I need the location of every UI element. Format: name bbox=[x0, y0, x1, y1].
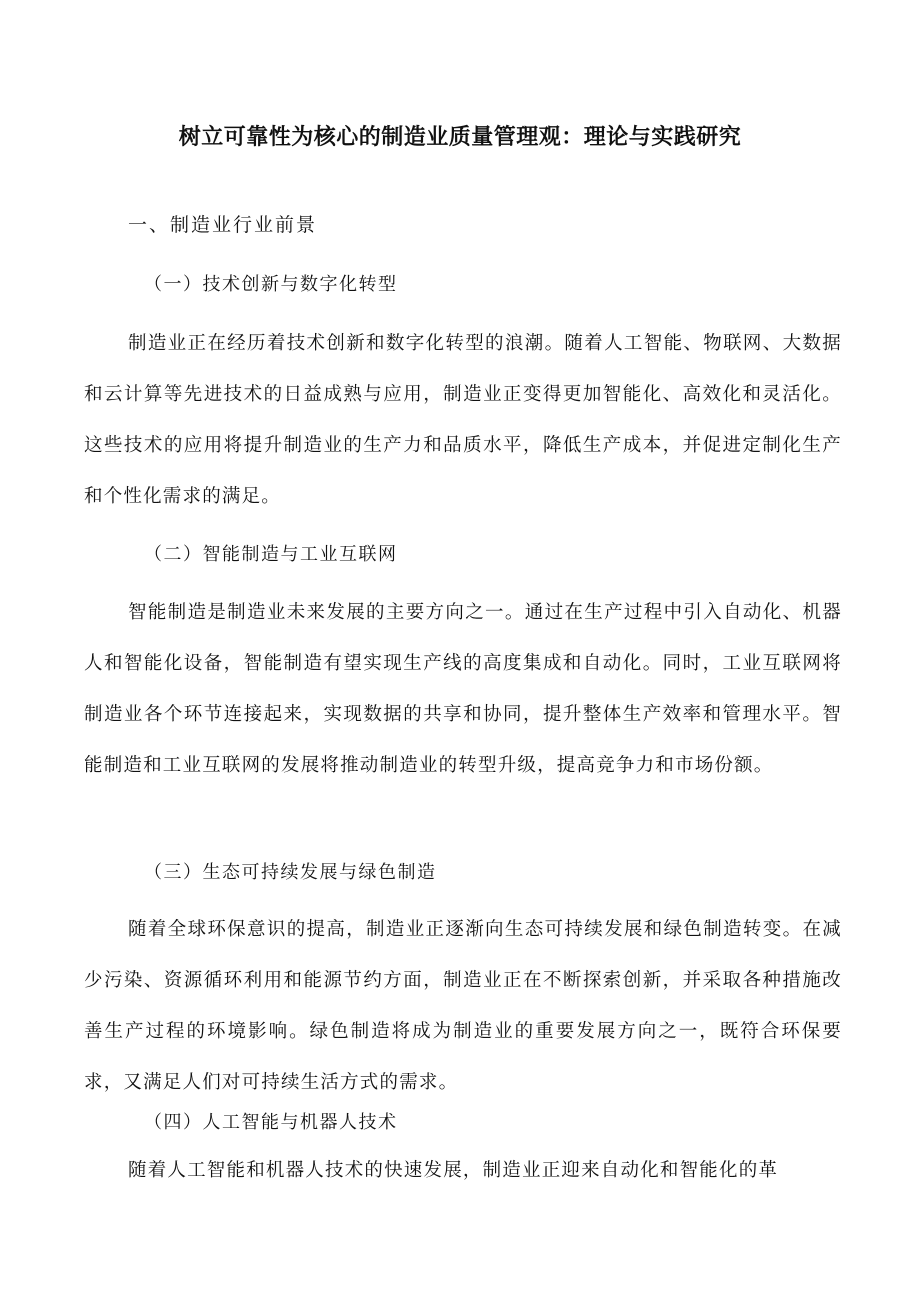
paragraph-2: 智能制造是制造业未来发展的主要方向之一。通过在生产过程中引入自动化、机器人和智能化设备，智能制造有望实现生产线的高度集成和自动化。同时，工业互联网将制造业各个环节连接起来，实现数据的共享和协同，提升整体生产效率和管理水平。智能制造和工业互联网的发展将推动制造业的转型升级，提高竞争力和市场份额。 bbox=[84, 602, 842, 776]
paragraph-3: 随着全球环保意识的提高，制造业正逐渐向生态可持续发展和绿色制造转变。在减少污染、资源循环利用和能源节约方面，制造业正在不断探索创新，并采取各种措施改善生产过程的环境影响。绿色制造将成为制造业的重要发展方向之一，既符合环保要求，又满足人们对可持续生活方式的需求。 bbox=[84, 919, 842, 1093]
paragraph-1: 制造业正在经历着技术创新和数字化转型的浪潮。随着人工智能、物联网、大数据和云计算等先进技术的日益成熟与应用，制造业正变得更加智能化、高效化和灵活化。这些技术的应用将提升制造业的生产力和品质水平，降低生产成本，并促进定制化生产和个性化需求的满足。 bbox=[84, 333, 842, 507]
subsection-heading-2: （二）智能制造与工业互联网 bbox=[144, 544, 398, 565]
subsection-heading-1: （一）技术创新与数字化转型 bbox=[144, 274, 398, 295]
document-title: 树立可靠性为核心的制造业质量管理观：理论与实践研究 bbox=[178, 125, 742, 150]
section-heading: 一、制造业行业前景 bbox=[128, 214, 318, 236]
subsection-heading-3: （三）生态可持续发展与绿色制造 bbox=[144, 862, 437, 883]
paragraph-4: 随着人工智能和机器人技术的快速发展，制造业正迎来自动化和智能化的革 bbox=[128, 1160, 779, 1181]
subsection-heading-4: （四）人工智能与机器人技术 bbox=[144, 1112, 398, 1133]
